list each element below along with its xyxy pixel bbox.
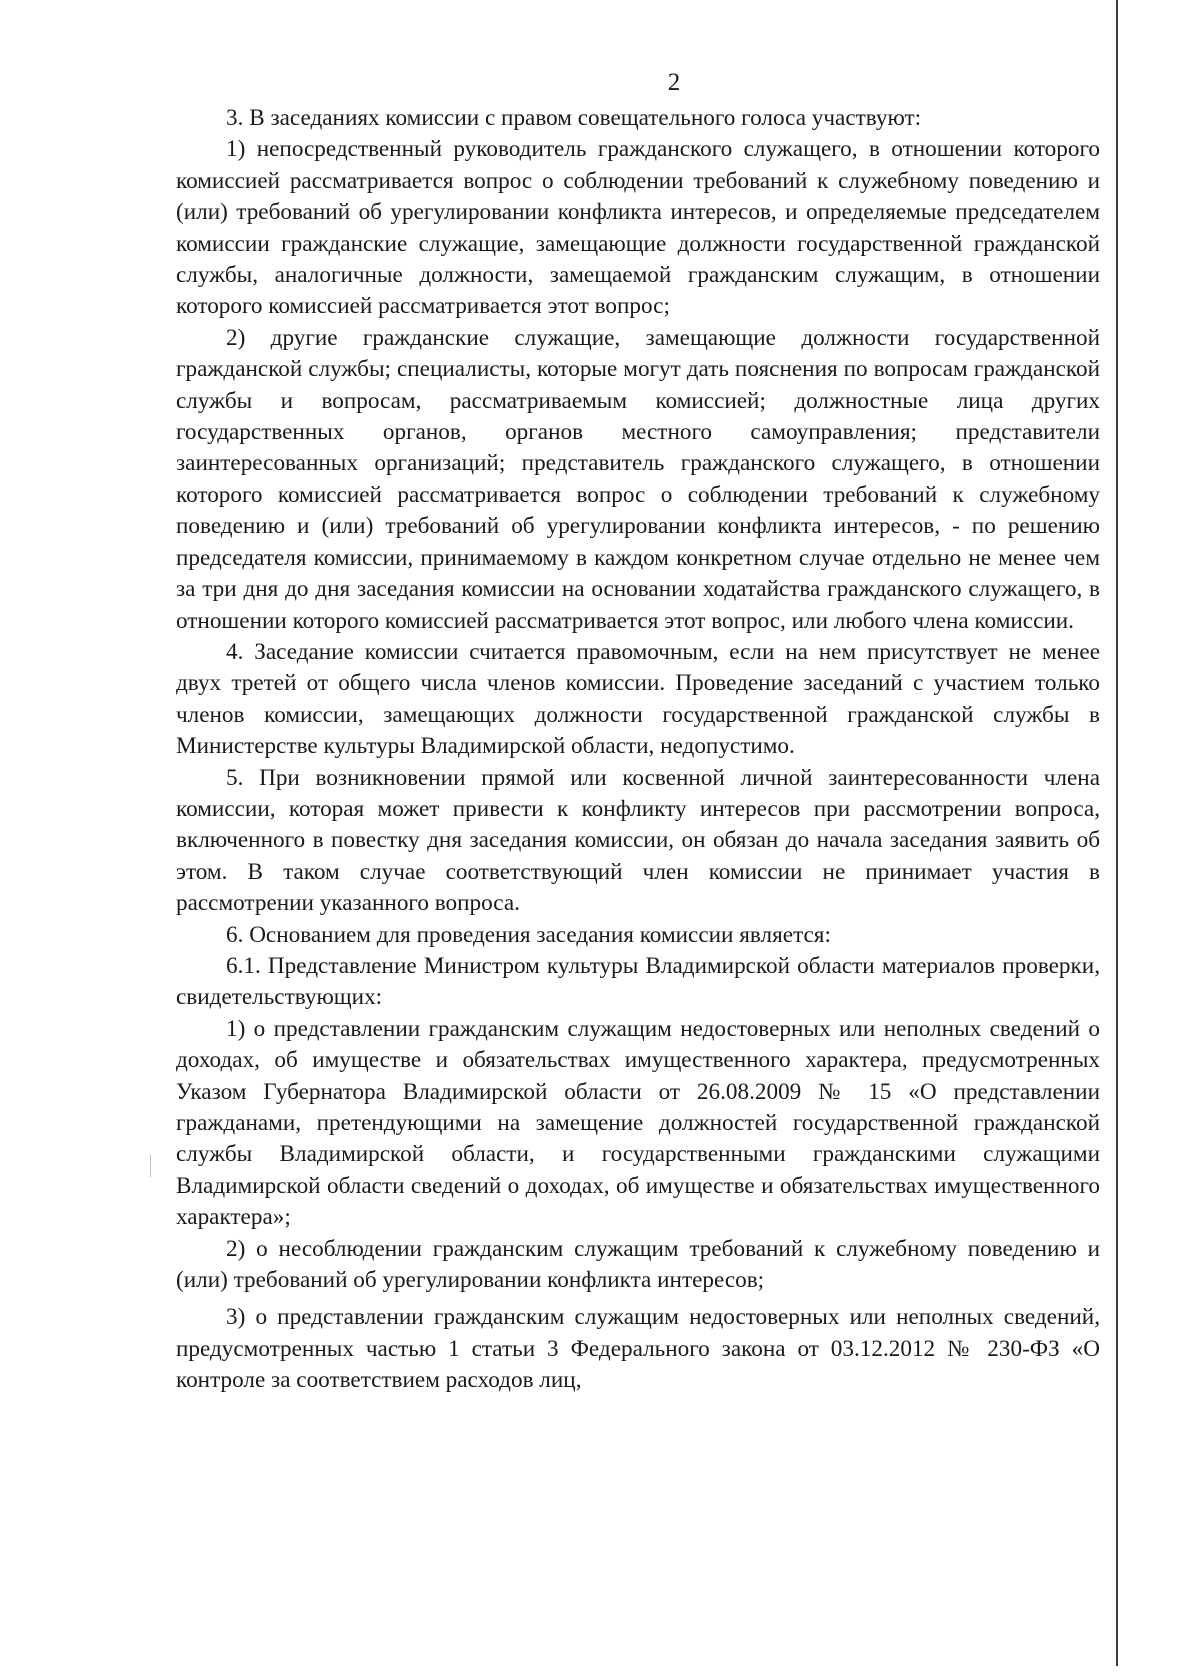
paragraph-5-conflict: 5. При возникновении прямой или косвенной личной заинтересованности члена комиссии, которая может привести к конфликту интересов при рассмотрении вопроса, включенного в повестку дня заседания комиссии, он обязан до начала заседания заявить об этом. В таком случае соответствующий член комиссии не принимает участия в рассмотрении указанного вопроса. (176, 764, 1100, 917)
paragraph-6-grounds: 6. Основанием для проведения заседания комиссии является: (226, 921, 831, 948)
document-body (176, 103, 1100, 1397)
paragraph-4-quorum: 4. Заседание комиссии считается правомочным, если на нем присутствует не менее двух третей от общего числа членов комиссии. Проведение заседаний с участием только членов комиссии, замещающих должности государственной гражданской службы в Министерстве культуры Владимирской области, недопустимо. (176, 638, 1100, 760)
paragraph-3-item-2: 2) другие гражданские служащие, замещающие должности государственной гражданской службы; специалисты, которые могут дать пояснения по вопросам гражданской службы и вопросам, рассматриваемым комиссией; должностные лица других государственных органов, органов местного самоуправления; представители заинтересованных организаций; представитель гражданского служащего, в отношении которого комиссией рассматривается вопрос о соблюдении требований к служебному поведению и (или) требований об урегулировании конфликта интересов, - по решению председателя комиссии, принимаемому в каждом конкретном случае отдельно не менее чем за три дня до дня заседания комиссии на основании ходатайства гражданского служащего, в отношении которого комиссией рассматривается этот вопрос, или любого члена комиссии. (176, 324, 1100, 634)
paragraph-3-item-1: 1) непосредственный руководитель гражданского служащего, в отношении которого комиссией рассматривается вопрос о соблюдении требований к служебному поведению и (или) требований об урегулировании конфликта интересов, и определяемые председателем комиссии гражданские служащие, замещающие должности государственной гражданской службы, аналогичные должности, замещаемой гражданским служащим, в отношении которого комиссией рассматривается этот вопрос; (176, 136, 1100, 320)
paragraph-6-1-item-1: 1) о представлении гражданским служащим недостоверных или неполных сведений о доходах, об имуществе и обязательствах имущественного характера, предусмотренных Указом Губернатора Владимирской области от 26.08.2009 № 15 «О представлении гражданами, претендующими на замещение должностей государственной гражданской службы Владимирской области, и государственными гражданскими служащими Владимирской области сведений о доходах, об имуществе и обязательствах имущественного характера»; (176, 1015, 1100, 1231)
scan-page-edge (1116, 0, 1118, 1645)
page-number: 2 (667, 69, 681, 96)
margin-mark (150, 1155, 151, 1177)
paragraph-6-1-item-3: 3) о представлении гражданским служащим недостоверных или неполных сведений, предусмотренных частью 1 статьи 3 Федерального закона от 03.12.2012 № 230-ФЗ «О контроле за соответствием расходов лиц, (176, 1304, 1100, 1394)
paragraph-6-1-item-2: 2) о несоблюдении гражданским служащим требований к служебному поведению и (или) требований об урегулировании конфликта интересов; (176, 1235, 1100, 1294)
paragraph-6-1: 6.1. Представление Министром культуры Владимирской области материалов проверки, свидетельствующих: (176, 952, 1100, 1011)
paragraph-3-advisory-participants: 3. В заседаниях комиссии с правом совещательного голоса участвуют: (226, 105, 922, 131)
scan-page-edge-lower (1116, 1618, 1118, 1666)
